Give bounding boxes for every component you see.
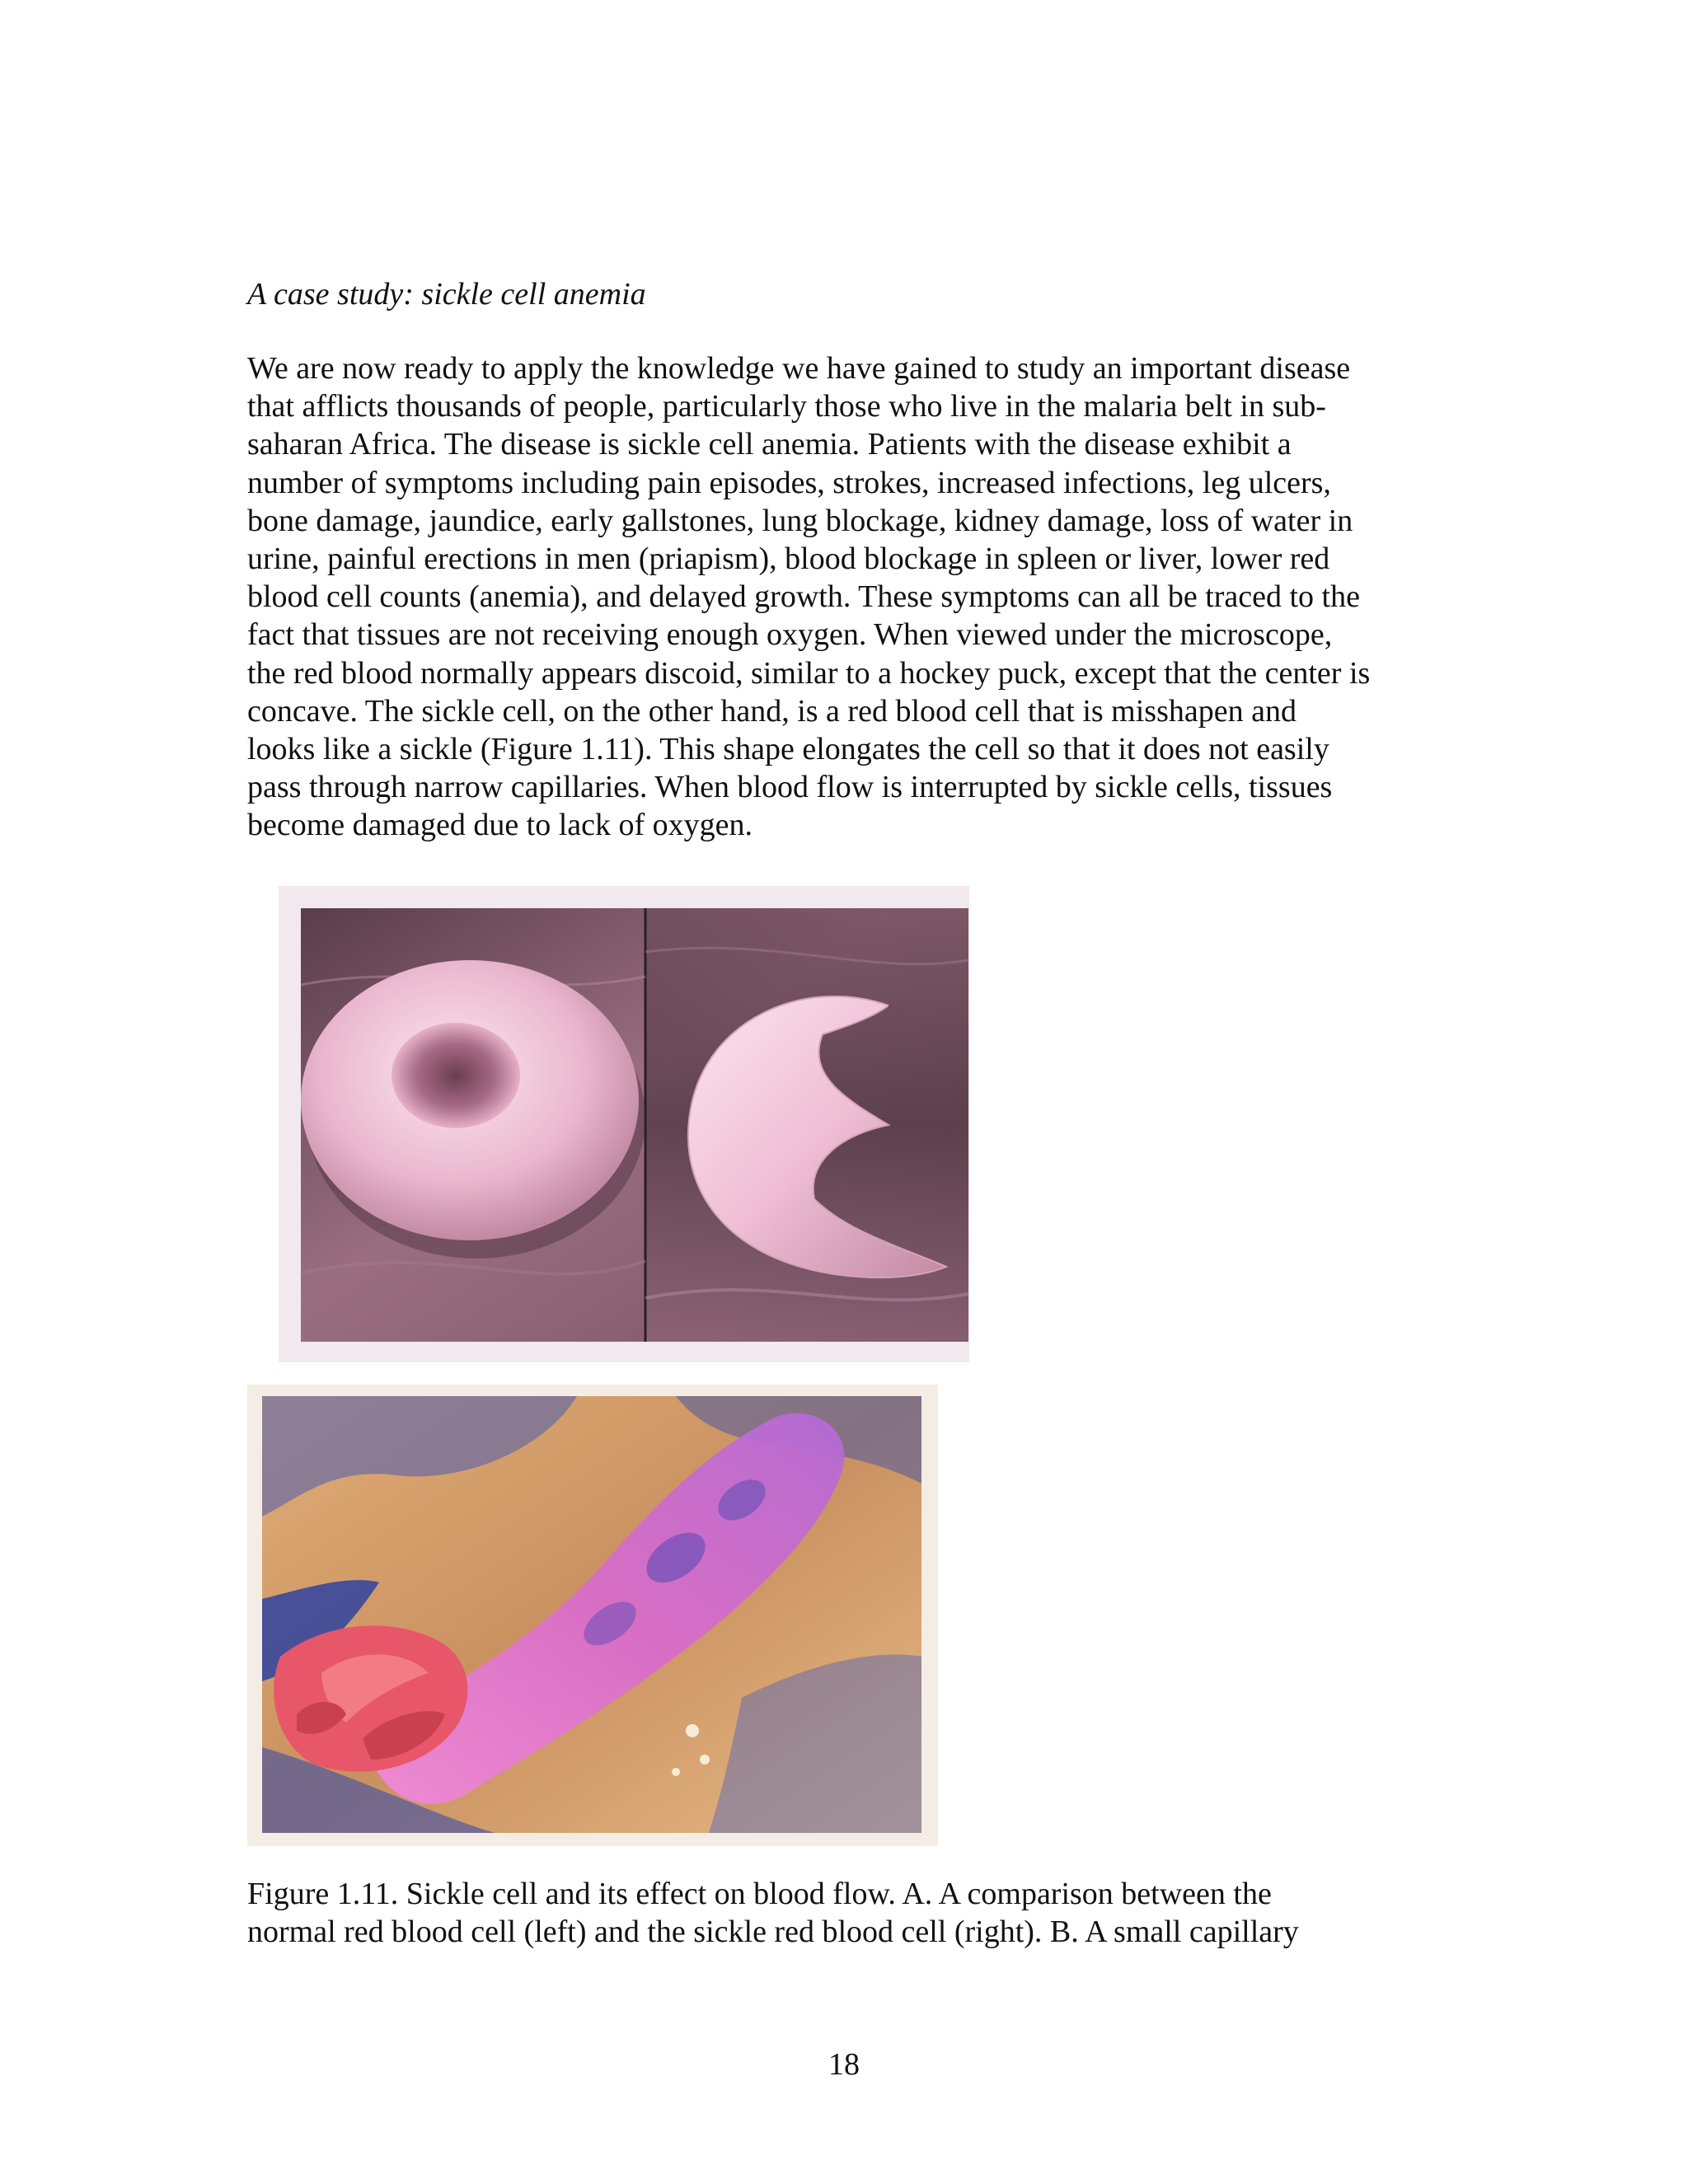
paragraph-line: urine, painful erections in men (priapism), blood blockage in spleen or liver, lower red [247, 541, 1330, 577]
caption-line: Figure 1.11. Sickle cell and its effect on blood flow. A. A comparison between the [247, 1877, 1272, 1911]
caption-line: normal red blood cell (left) and the sickle red blood cell (right). B. A small capillary [247, 1915, 1299, 1949]
paragraph-line: fact that tissues are not receiving enough oxygen. When viewed under the microscope, [247, 617, 1333, 653]
section-heading: A case study: sickle cell anemia [247, 277, 646, 312]
paragraph-line: the red blood normally appears discoid, similar to a hockey puck, except that the center is [247, 655, 1371, 691]
figure-a-image [279, 886, 969, 1362]
paragraph-line: looks like a sickle (Figure 1.11). This shape elongates the cell so that it does not easily [247, 732, 1329, 767]
body-paragraph [247, 349, 1451, 845]
paragraph-line: number of symptoms including pain episodes, strokes, increased infections, leg ulcers, [247, 465, 1331, 500]
paragraph-line: concave. The sickle cell, on the other hand, is a red blood cell that is misshapen and [247, 693, 1296, 729]
figure-caption [247, 1875, 1451, 1951]
paragraph-line: become damaged due to lack of oxygen. [247, 808, 753, 843]
figure-b-micrograph [247, 1385, 938, 1846]
paragraph-line: pass through narrow capillaries. When blood flow is interrupted by sickle cells, tissues [247, 770, 1333, 805]
paragraph-line: We are now ready to apply the knowledge we have gained to study an important disease [247, 351, 1351, 386]
paragraph-line: that afflicts thousands of people, particularly those who live in the malaria belt in sub- [247, 389, 1326, 424]
figure-a-micrograph [279, 886, 969, 1362]
figure-b-image [247, 1385, 938, 1846]
paragraph-line: saharan Africa. The disease is sickle cell anemia. Patients with the disease exhibit a [247, 427, 1292, 462]
page-number: 18 [828, 2047, 860, 2082]
paragraph-line: blood cell counts (anemia), and delayed growth. These symptoms can all be traced to the [247, 579, 1360, 615]
paragraph-line: bone damage, jaundice, early gallstones, lung blockage, kidney damage, loss of water in [247, 503, 1353, 538]
